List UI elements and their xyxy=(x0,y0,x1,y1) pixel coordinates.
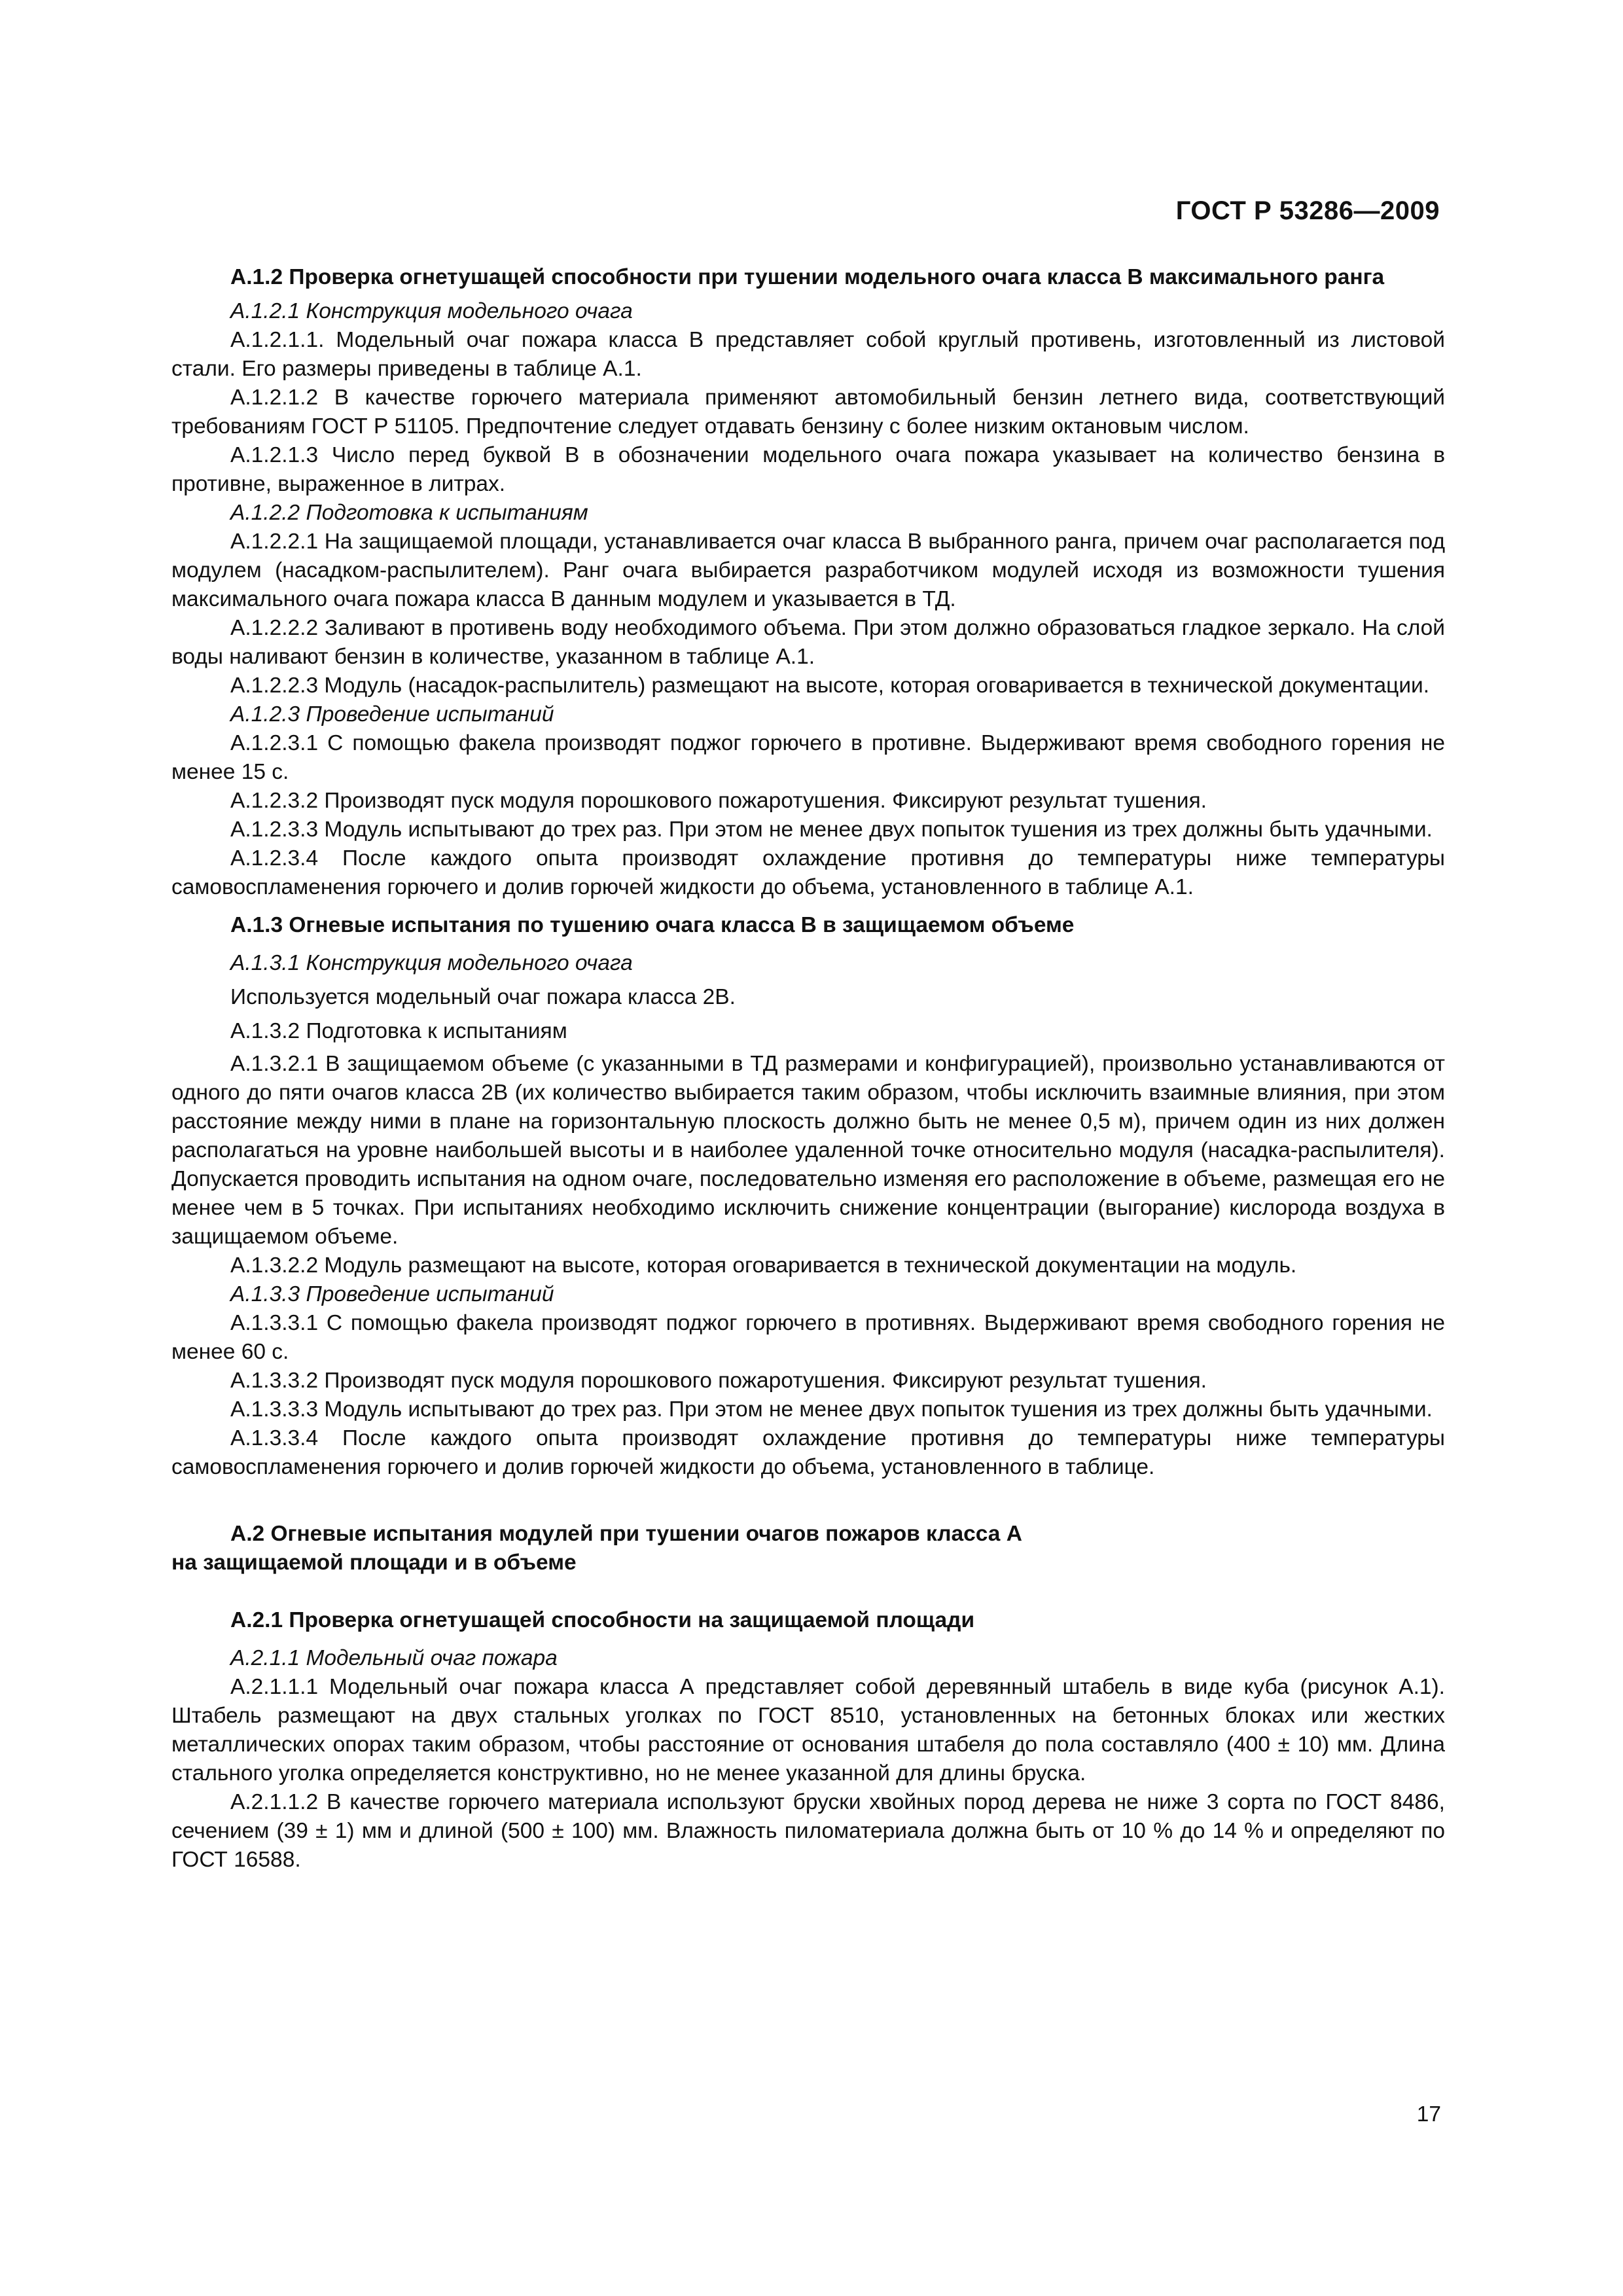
section-heading: А.2 Огневые испытания модулей при тушении очагов пожаров класса А на защищаемой площади и в объеме xyxy=(171,1522,1022,1575)
paragraph: А.1.2.2.2 Заливают в противень воду необходимого объема. При этом должно образоваться гладкое зеркало. На слой воды наливают бензин в количестве, указанном в таблице А.1. xyxy=(171,616,1445,669)
document-body xyxy=(171,263,1445,1874)
paragraph: А.1.3.3.1 С помощью факела производят поджог горючего в противнях. Выдерживают время свободного горения не менее 60 с. xyxy=(171,1311,1445,1364)
paragraph: А.1.2.1.1. Модельный очаг пожара класса В представляет собой круглый противень, изготовленный из листовой стали. Его размеры приведены в таблице А.1. xyxy=(171,328,1445,381)
paragraph: А.1.2.3.1 С помощью факела производят поджог горючего в противне. Выдерживают время свободного горения не менее 15 с. xyxy=(171,731,1445,784)
document-code: ГОСТ Р 53286—2009 xyxy=(1175,196,1440,225)
paragraph: А.1.3.2 Подготовка к испытаниям xyxy=(230,1019,567,1043)
subsection-heading: А.2.1.1 Модельный очаг пожара xyxy=(230,1646,558,1670)
paragraph: А.1.2.3.3 Модуль испытывают до трех раз. При этом не менее двух попыток тушения из трех должны быть удачными. xyxy=(230,817,1433,842)
paragraph: А.1.2.1.2 В качестве горючего материала применяют автомобильный бензин летнего вида, соответствующий требованиям ГОСТ Р 51105. Предпочтение следует отдавать бензину с более низким октановым числом. xyxy=(171,386,1445,439)
paragraph: А.1.3.2.2 Модуль размещают на высоте, которая оговаривается в технической документации на модуль. xyxy=(230,1253,1297,1278)
paragraph: А.1.2.1.3 Число перед буквой В в обозначении модельного очага пожара указывает на количество бензина в противне, выраженное в литрах. xyxy=(171,443,1445,496)
subsection-heading: А.1.3.3 Проведение испытаний xyxy=(230,1282,554,1306)
paragraph: А.1.2.3.2 Производят пуск модуля порошкового пожаротушения. Фиксируют результат тушения. xyxy=(230,789,1207,813)
subsection-heading: А.1.2.3 Проведение испытаний xyxy=(230,702,554,726)
paragraph: А.2.1.1.2 В качестве горючего материала используют бруски хвойных пород дерева не ниже 3 сорта по ГОСТ 8486, сечением (39 ± 1) мм и длиной (500 ± 100) мм. Влажность пиломатериала должна быть от 10 % до 14 % и определяют по ГОСТ 16588. xyxy=(171,1790,1445,1872)
page-number: 17 xyxy=(1416,2102,1441,2126)
paragraph: А.1.2.2.3 Модуль (насадок-распылитель) размещают на высоте, которая оговаривается в технической документации. xyxy=(230,673,1430,698)
paragraph: А.1.3.3.4 После каждого опыта производят охлаждение противня до температуры ниже температуры самовоспламенения горючего и долив горючей жидкости до объема, установленного в таблице. xyxy=(171,1426,1445,1479)
section-heading: А.1.3 Огневые испытания по тушению очага класса В в защищаемом объеме xyxy=(230,913,1075,937)
paragraph: А.1.2.3.4 После каждого опыта производят охлаждение противня до температуры ниже температуры самовоспламенения горючего и долив горючей жидкости до объема, установленного в таблице А.1. xyxy=(171,846,1445,899)
section-heading: А.1.2 Проверка огнетушащей способности при тушении модельного очага класса В максимального ранга xyxy=(230,265,1385,289)
paragraph: А.1.3.2.1 В защищаемом объеме (с указанными в ТД размерами и конфигурацией), произвольно устанавливаются от одного до пяти очагов класса 2В (их количество выбирается таким образом, чтобы исключить взаимные влияния, при этом расстояние между ними в плане на горизонтальную плоскость должно быть не менее 0,5 м), причем один из них должен располагаться на уровне наибольшей высоты и в наиболее удаленной точке относительно модуля (насадка-распылителя). Допускается проводить испытания на одном очаге, последовательно изменяя его расположение в объеме, размещая его не менее чем в 5 точках. При испытаниях необходимо исключить снижение концентрации (выгорание) кислорода воздуха в защищаемом объеме. xyxy=(171,1052,1445,1249)
subsection-heading: А.1.2.2 Подготовка к испытаниям xyxy=(230,501,588,525)
section-heading: А.2.1 Проверка огнетушащей способности на защищаемой площади xyxy=(230,1608,975,1632)
paragraph: А.1.3.3.3 Модуль испытывают до трех раз. При этом не менее двух попыток тушения из трех должны быть удачными. xyxy=(230,1397,1433,1422)
subsection-heading: А.1.2.1 Конструкция модельного очага xyxy=(230,299,633,323)
paragraph: Используется модельный очаг пожара класса 2В. xyxy=(230,985,736,1009)
paragraph: А.1.2.2.1 На защищаемой площади, устанавливается очаг класса В выбранного ранга, причем очаг располагается под модулем (насадком-распылителем). Ранг очага выбирается разработчиком модулей исходя из возможности тушения максимального очага пожара класса В данным модулем и указывается в ТД. xyxy=(171,529,1445,611)
subsection-heading: А.1.3.1 Конструкция модельного очага xyxy=(230,951,633,975)
paragraph: А.2.1.1.1 Модельный очаг пожара класса А представляет собой деревянный штабель в виде куба (рисунок А.1). Штабель размещают на двух стальных уголках по ГОСТ 8510, установленных на бетонных блоках или жестких металлических опорах таким образом, чтобы расстояние от основания штабеля до пола составляло (400 ± 10) мм. Длина стального уголка определяется конструктивно, но не менее указанной для длины бруска. xyxy=(171,1675,1445,1785)
paragraph: А.1.3.3.2 Производят пуск модуля порошкового пожаротушения. Фиксируют результат тушения. xyxy=(230,1369,1207,1393)
